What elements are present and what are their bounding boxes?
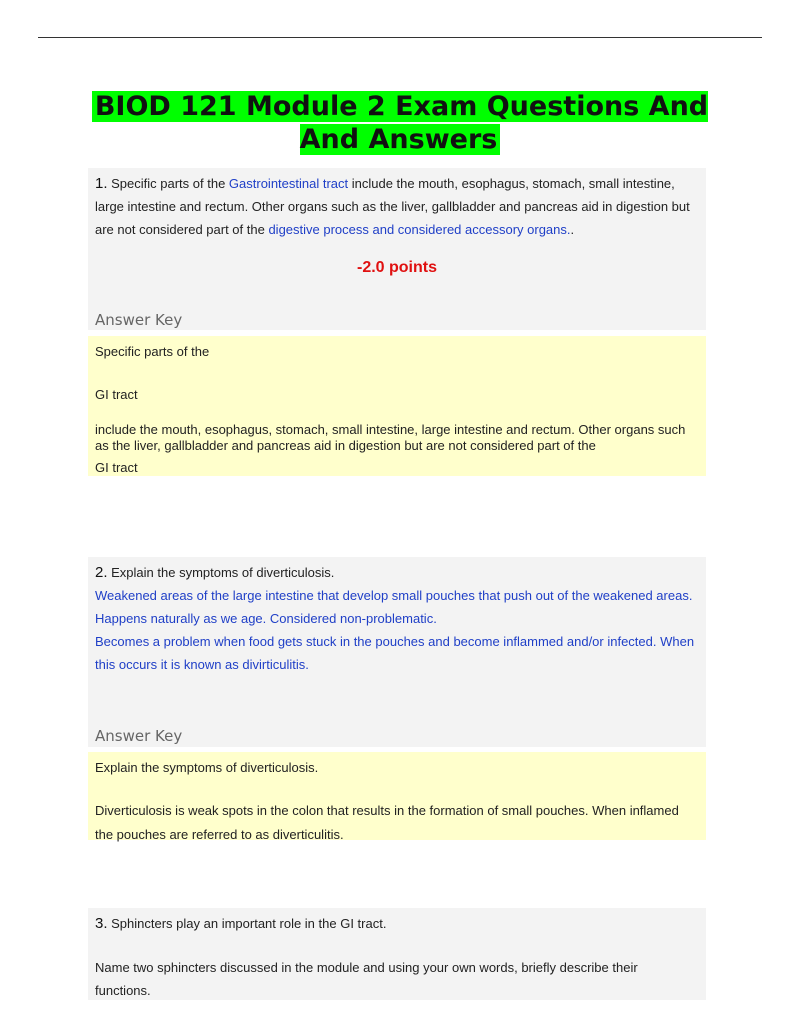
question-2-prompt: 2. Explain the symptoms of diverticulosis.: [95, 564, 335, 581]
answer-key-line: include the mouth, esophagus, stomach, small intestine, large intestine and rectum. Other organs such as the liver, gallbladder and pancreas aid in digestion but are not considered part of the: [95, 422, 686, 453]
question-number: 3.: [95, 915, 108, 932]
question-3-prompt: 3. Sphincters play an important role in the GI tract.: [95, 915, 387, 932]
answer-key-1-block: [88, 336, 706, 476]
question-3-prompt-2: Name two sphincters discussed in the module and using your own words, briefly describe their functions.: [95, 960, 638, 998]
question-2-block: [88, 557, 706, 747]
answer-key-line: Explain the symptoms of diverticulosis.: [95, 760, 319, 775]
answer-key-line: Diverticulosis is weak spots in the colon that results in the formation of small pouches. When inflamed the pouches are referred to as diverticulitis.: [95, 803, 679, 842]
question-number: 1.: [95, 175, 108, 192]
page-title: BIOD 121 Module 2 Exam Questions And And Answers: [90, 90, 710, 156]
answer-key-highlight: GI tract: [95, 460, 138, 475]
points-badge: -2.0 points: [356, 259, 437, 276]
gi-tract-link[interactable]: Gastrointestinal tract: [228, 176, 349, 191]
answer-key-label: Answer Key: [95, 311, 183, 329]
answer-key-label: Answer Key: [95, 727, 183, 745]
question-1-text: 1. Specific parts of the Gastrointestinal tract include the mouth, esophagus, stomach, small intestine, large intestine and rectum. Other organs such as the liver, gallbladder and pancreas aid in digestion but are not considered part of the digestive process and considered accessory organs..: [95, 175, 690, 237]
digestive-process-link[interactable]: digestive process and considered accessory organs.: [268, 222, 571, 237]
question-2-response: Weakened areas of the large intestine that develop small pouches that push out of the weakened areas. Happens naturally as we age. Considered non-problematic.: [95, 588, 693, 626]
answer-key-2-block: [88, 752, 706, 840]
answer-key-line: Specific parts of the: [95, 344, 210, 359]
question-2-response: Becomes a problem when food gets stuck in the pouches and become inflammed and/or infected. When this occurs it is known as divirticulitis.: [95, 634, 695, 672]
top-rule: [38, 37, 762, 38]
question-1-block: [88, 168, 706, 330]
question-number: 2.: [95, 564, 108, 581]
answer-key-line: GI tract: [95, 387, 138, 402]
question-3-block: [88, 908, 706, 1000]
